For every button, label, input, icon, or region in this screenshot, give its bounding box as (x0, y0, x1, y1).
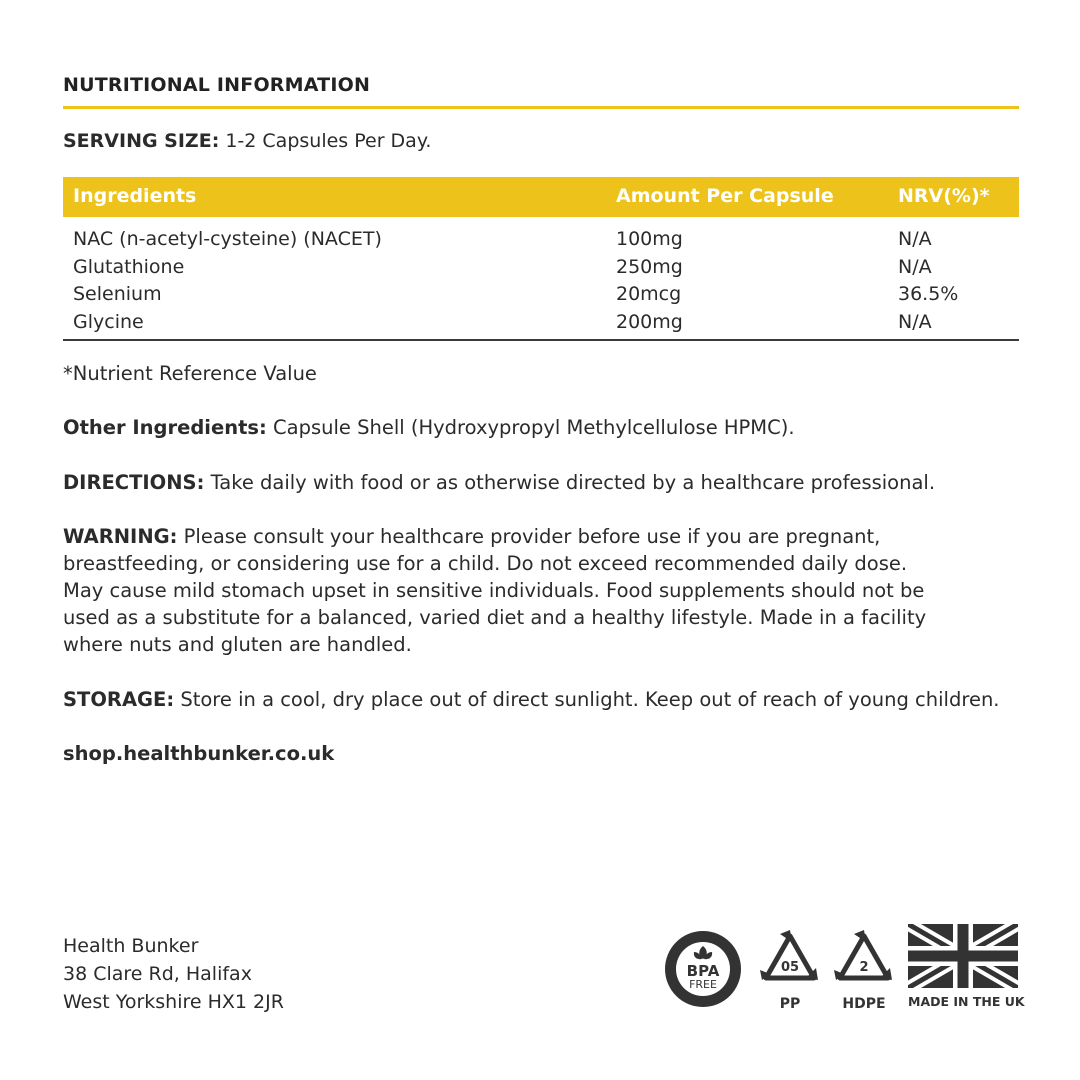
pp-label: PP (779, 996, 801, 1012)
directions-text: Take daily with food or as otherwise directed by a healthcare professional. (204, 471, 936, 494)
col-amount: Amount Per Capsule (616, 185, 834, 207)
warning-line: used as a substitute for a balanced, varied diet and a healthy lifestyle. Made in a facility (63, 606, 927, 629)
address-line: West Yorkshire HX1 2JR (63, 991, 284, 1013)
made-in-uk-text: MADE IN THE UK (908, 994, 1025, 1009)
title-underline (63, 106, 1019, 109)
warning-line: Please consult your healthcare provider before use if you are pregnant, (177, 525, 881, 548)
address-line: 38 Clare Rd, Halifax (63, 963, 252, 985)
cell-ingredient: Glutathione (73, 255, 185, 278)
website-link[interactable]: shop.healthbunker.co.uk (63, 742, 335, 765)
other-ingredients-text: Capsule Shell (Hydroxypropyl Methylcellulose HPMC). (266, 416, 795, 439)
company-address (63, 932, 284, 1016)
table-row (63, 226, 1019, 254)
cell-amount: 250mg (616, 255, 683, 278)
address-line: Health Bunker (63, 935, 199, 957)
cell-ingredient: Selenium (73, 283, 162, 305)
free-text: FREE (689, 978, 717, 991)
directions (63, 469, 1023, 496)
storage-label: STORAGE: (63, 688, 175, 711)
section-title: NUTRITIONAL INFORMATION (63, 74, 371, 96)
storage-text: Store in a cool, dry place out of direct sunlight. Keep out of reach of young children. (174, 688, 1000, 711)
warning-line: where nuts and gluten are handled. (63, 633, 412, 656)
nutrition-table-header (63, 177, 1019, 217)
table-bottom-rule (63, 339, 1019, 341)
uk-flag-icon (908, 924, 1025, 1014)
hdpe-label: HDPE (842, 996, 886, 1012)
nrv-footnote: *Nutrient Reference Value (63, 362, 317, 385)
col-ingredients: Ingredients (73, 185, 197, 207)
table-row (63, 281, 1019, 309)
serving-size-value: 1-2 Capsules Per Day. (219, 130, 432, 152)
col-nrv: NRV(%)* (898, 185, 990, 207)
pp-code: 05 (780, 960, 800, 975)
serving-size-label: SERVING SIZE: (63, 130, 220, 152)
other-ingredients (63, 414, 1023, 441)
cell-ingredient: Glycine (73, 310, 144, 333)
badge-row (662, 924, 1025, 1014)
bpa-text: BPA (686, 962, 720, 980)
other-ingredients-label: Other Ingredients: (63, 416, 267, 439)
cell-nrv: 36.5% (898, 283, 959, 305)
warning-line: May cause mild stomach upset in sensitive individuals. Food supplements should not be (63, 579, 925, 602)
storage (63, 686, 1023, 713)
recycle-hdpe-icon (832, 930, 896, 1016)
nutrition-table-body (63, 226, 1019, 336)
cell-nrv: N/A (898, 228, 932, 250)
hdpe-code: 2 (859, 960, 869, 975)
table-row (63, 254, 1019, 282)
directions-label: DIRECTIONS: (63, 471, 205, 494)
serving-size (63, 130, 431, 152)
cell-amount: 100mg (616, 228, 683, 250)
cell-amount: 200mg (616, 310, 683, 333)
warning-line: breastfeeding, or considering use for a child. Do not exceed recommended daily dose. (63, 552, 908, 575)
cell-ingredient: NAC (n-acetyl-cysteine) (NACET) (73, 228, 382, 250)
table-row (63, 309, 1019, 337)
cell-amount: 20mcg (616, 283, 682, 305)
cell-nrv: N/A (898, 255, 932, 278)
warning (63, 523, 1023, 658)
warning-label: WARNING: (63, 525, 178, 548)
recycle-pp-icon (758, 930, 822, 1016)
bpa-free-icon (662, 928, 744, 1010)
cell-nrv: N/A (898, 310, 932, 333)
